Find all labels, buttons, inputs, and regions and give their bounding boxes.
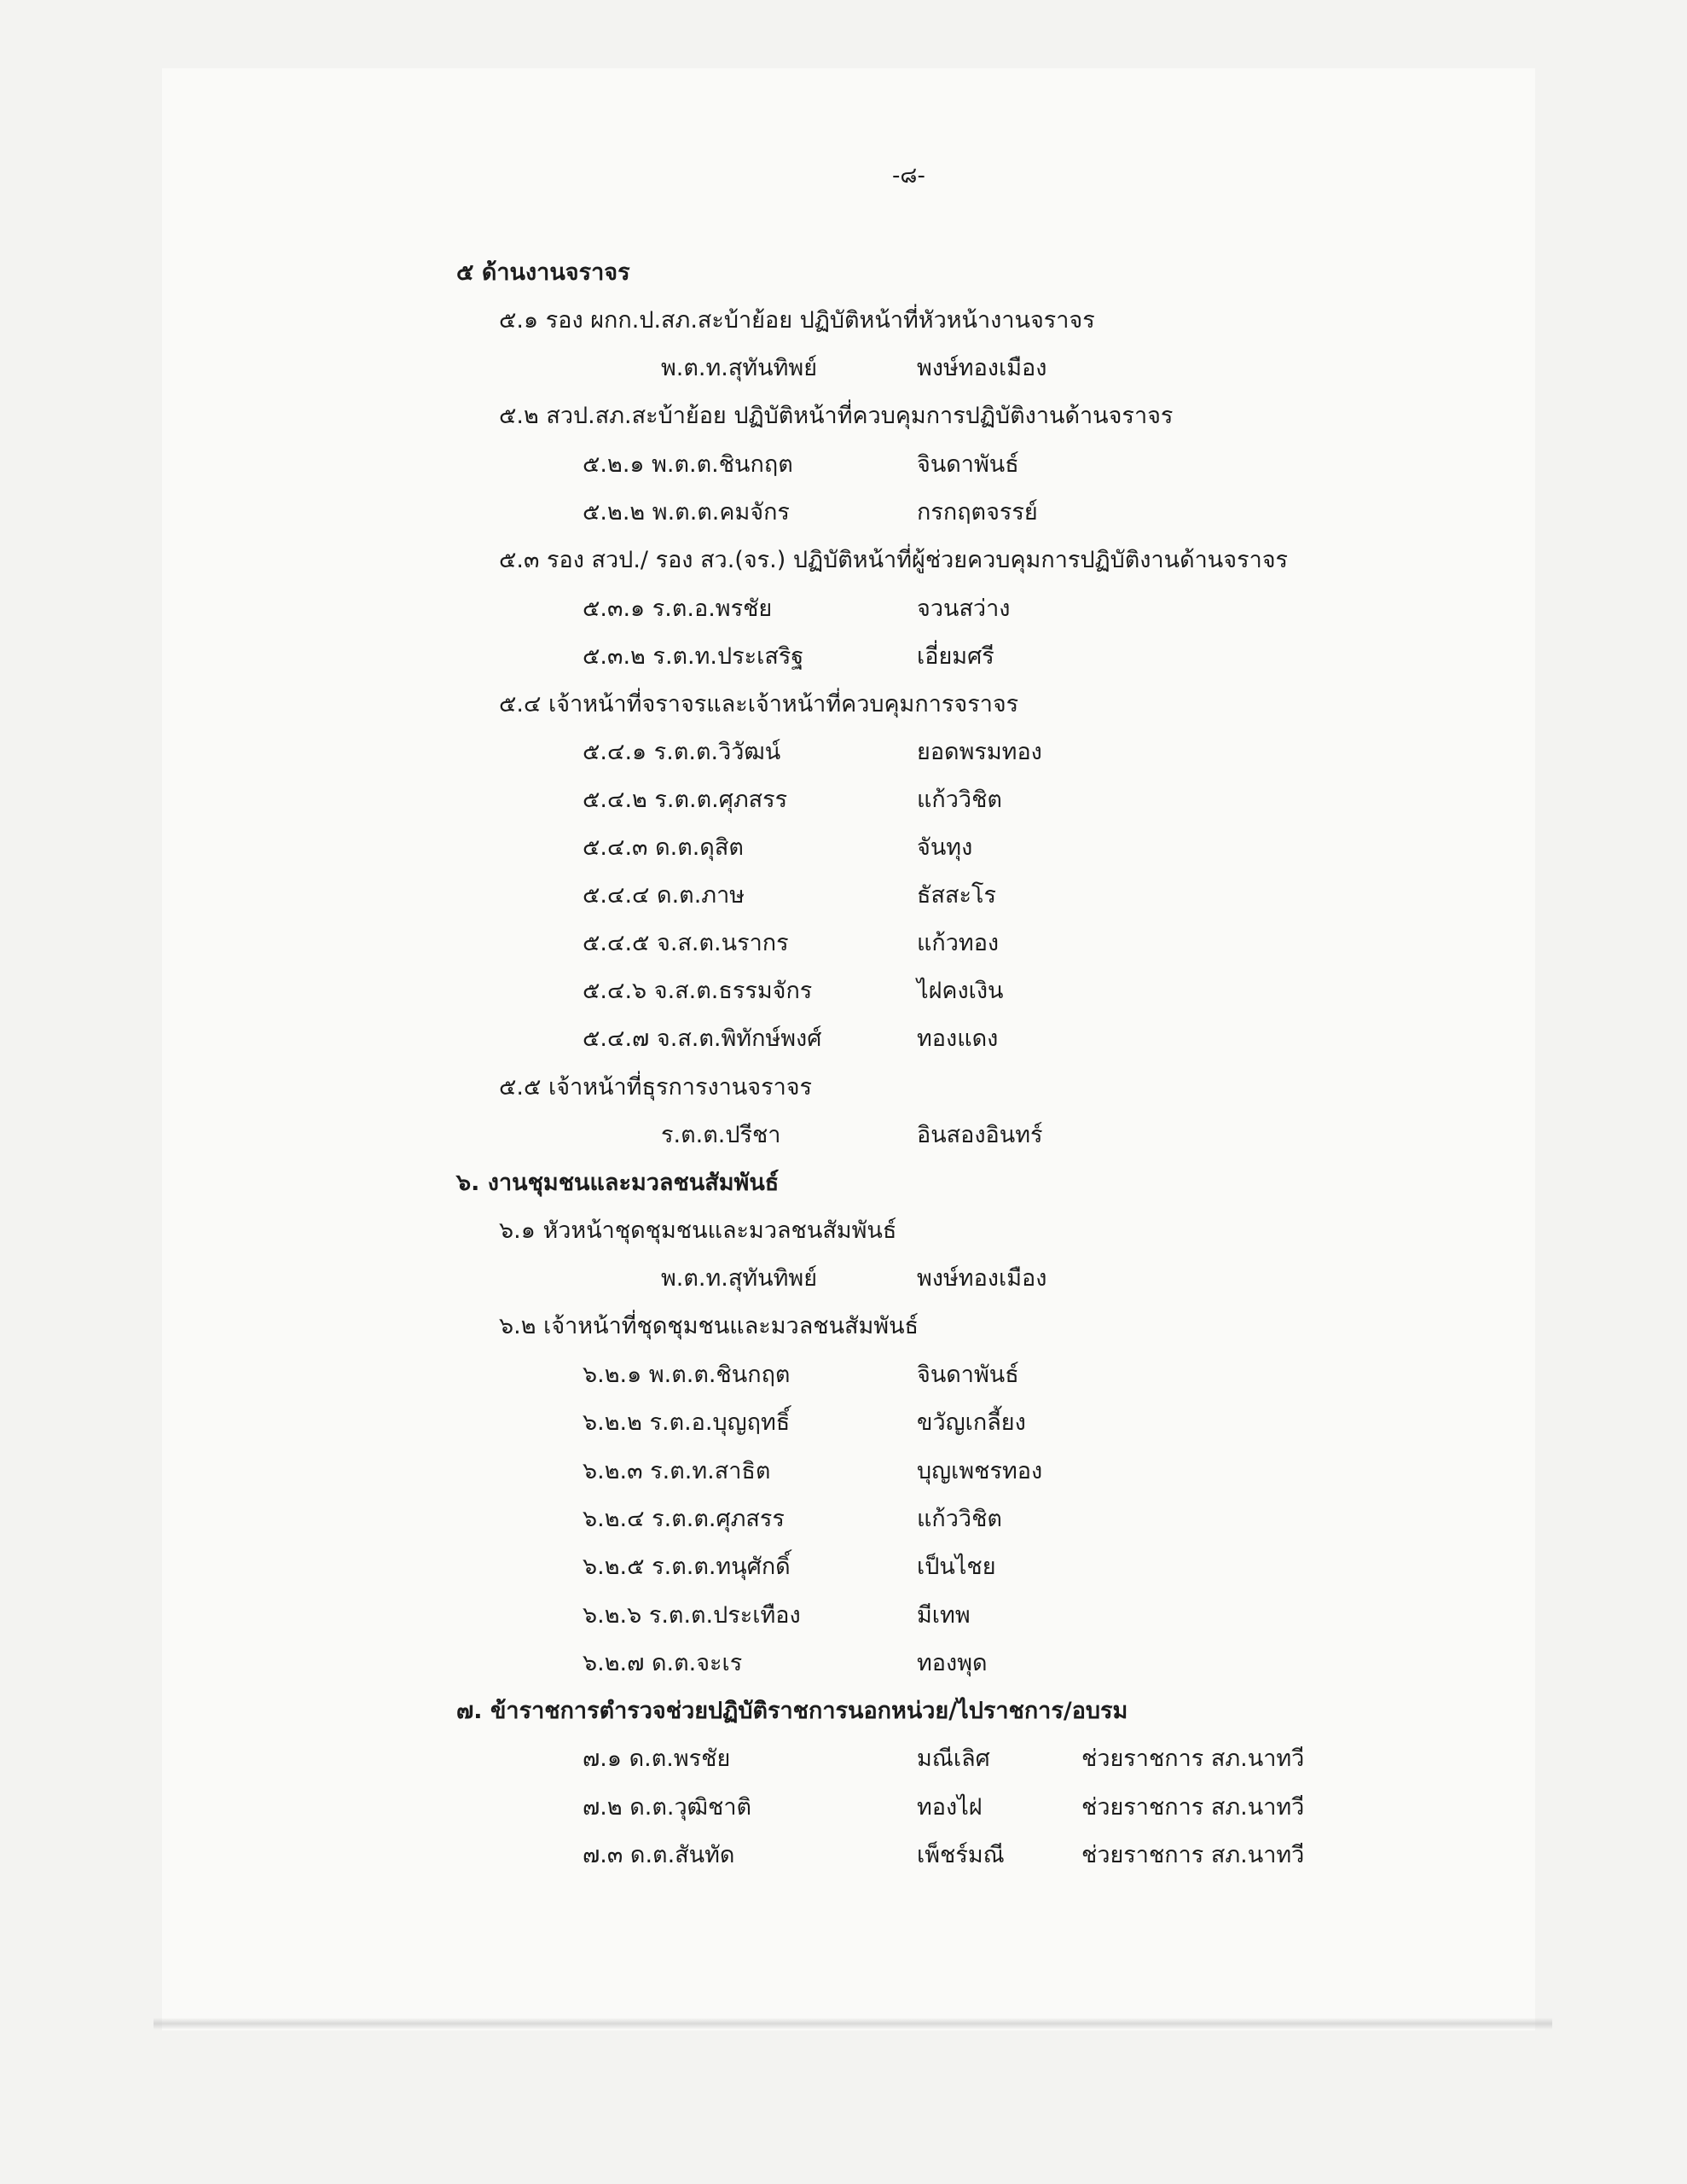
person-surname: ทองไฝ (917, 1794, 983, 1821)
person-surname: แก้ววิชิต (917, 787, 1002, 813)
person-surname: พงษ์ทองเมือง (917, 1265, 1047, 1292)
person-name: ๖.๒.๒ ร.ต.อ.บุญฤทธิ์ (583, 1409, 791, 1436)
person-name: ๕.๓.๒ ร.ต.ท.ประเสริฐ (583, 643, 804, 670)
person-surname: จันทุง (917, 834, 973, 861)
person-surname: แก้ววิชิต (917, 1506, 1002, 1532)
person-name: ๖.๒.๖ ร.ต.ต.ประเทือง (583, 1602, 801, 1629)
person-name: ๖.๒.๗ ด.ต.จะเร (583, 1650, 743, 1676)
person-surname: เป็นไชย (917, 1554, 996, 1580)
section-5-1-label: ๕.๑ รอง ผกก.ป.สภ.สะบ้าย้อย ปฏิบัติหน้าที่หัวหน้างานจราจร (499, 307, 1095, 334)
person-name: ๖.๒.๑ พ.ต.ต.ชินกฤต (583, 1362, 791, 1388)
assignment-note: ช่วยราชการ สภ.นาทวี (1081, 1842, 1305, 1868)
person-name: ๕.๓.๑ ร.ต.อ.พรชัย (583, 595, 773, 622)
person-name: ๕.๔.๕ จ.ส.ต.นรากร (583, 930, 789, 956)
person-name: ๕.๔.๖ จ.ส.ต.ธรรมจักร (583, 978, 813, 1004)
section-6-1-label: ๖.๑ หัวหน้าชุดชุมชนและมวลชนสัมพันธ์ (499, 1217, 897, 1244)
person-name: ๗.๓ ด.ต.สันทัด (583, 1842, 735, 1868)
person-name: ๕.๔.๗ จ.ส.ต.พิทักษ์พงศ์ (583, 1025, 822, 1052)
person-surname: อินสองอินทร์ (917, 1122, 1043, 1148)
person-name: ๖.๒.๓ ร.ต.ท.สาธิต (583, 1458, 771, 1484)
person-surname: จินดาพันธ์ (917, 1362, 1019, 1388)
assignment-note: ช่วยราชการ สภ.นาทวี (1081, 1745, 1305, 1772)
person-name: ๕.๒.๑ พ.ต.ต.ชินกฤต (583, 451, 793, 478)
section-6-2-label: ๖.๒ เจ้าหน้าที่ชุดชุมชนและมวลชนสัมพันธ์ (499, 1313, 919, 1339)
person-name: ๖.๒.๔ ร.ต.ต.ศุภสรร (583, 1506, 785, 1532)
person-surname: เอี่ยมศรี (917, 643, 994, 670)
person-surname: ยอดพรมทอง (917, 739, 1042, 765)
section-7-heading: ๗. ข้าราชการตำรวจช่วยปฏิบัติราชการนอกหน่วย/ไปราชการ/อบรม (456, 1698, 1128, 1724)
section-5-2-label: ๕.๒ สวป.สภ.สะบ้าย้อย ปฏิบัติหน้าที่ควบคุมการปฏิบัติงานด้านจราจร (499, 403, 1174, 429)
person-name: ๕.๔.๔ ด.ต.ภาษ (583, 882, 745, 909)
section-6-heading: ๖. งานชุมชนและมวลชนสัมพันธ์ (456, 1170, 780, 1196)
section-5-3-label: ๕.๓ รอง สวป./ รอง สว.(จร.) ปฏิบัติหน้าที่ผู้ช่วยควบคุมการปฏิบัติงานด้านจราจร (499, 547, 1289, 573)
person-name: ๕.๔.๓ ด.ต.ดุสิต (583, 834, 744, 861)
section-5-4-label: ๕.๔ เจ้าหน้าที่จราจรและเจ้าหน้าที่ควบคุมการจราจร (499, 691, 1019, 717)
page-number: -๘- (892, 163, 925, 189)
person-name: ๕.๒.๒ พ.ต.ต.คมจักร (583, 499, 790, 526)
person-name: ๗.๒ ด.ต.วุฒิชาติ (583, 1794, 752, 1821)
person-surname: ทองพุด (917, 1650, 988, 1676)
person-surname: ไฝคงเงิน (917, 978, 1004, 1004)
person-surname: บุญเพชรทอง (917, 1458, 1043, 1484)
person-surname: เพ็ชร์มณี (917, 1842, 1005, 1868)
page-edge-shadow (154, 2018, 1552, 2030)
person-name: ๕.๔.๒ ร.ต.ต.ศุภสรร (583, 787, 788, 813)
person-surname: จินดาพันธ์ (917, 451, 1019, 478)
person-surname: ทองแดง (917, 1025, 999, 1052)
person-name: พ.ต.ท.สุทันทิพย์ (661, 1265, 818, 1292)
person-name: ๖.๒.๕ ร.ต.ต.ทนุศักดิ์ (583, 1554, 791, 1580)
person-name: ร.ต.ต.ปรีชา (661, 1122, 781, 1148)
person-surname: ธัสสะโร (917, 882, 996, 909)
person-surname: พงษ์ทองเมือง (917, 355, 1047, 381)
assignment-note: ช่วยราชการ สภ.นาทวี (1081, 1794, 1305, 1821)
section-5-5-label: ๕.๕ เจ้าหน้าที่ธุรการงานจราจร (499, 1074, 813, 1101)
person-surname: จวนสว่าง (917, 595, 1011, 622)
document-page (162, 68, 1535, 2030)
person-surname: มีเทพ (917, 1602, 971, 1629)
person-surname: แก้วทอง (917, 930, 1000, 956)
section-5-heading: ๕ ด้านงานจราจร (456, 259, 630, 286)
person-name: พ.ต.ท.สุทันทิพย์ (661, 355, 818, 381)
person-surname: กรกฤตจรรย์ (917, 499, 1038, 526)
person-surname: มณีเลิศ (917, 1745, 990, 1772)
person-surname: ขวัญเกลี้ยง (917, 1409, 1026, 1436)
person-name: ๗.๑ ด.ต.พรชัย (583, 1745, 731, 1772)
person-name: ๕.๔.๑ ร.ต.ต.วิวัฒน์ (583, 739, 781, 765)
